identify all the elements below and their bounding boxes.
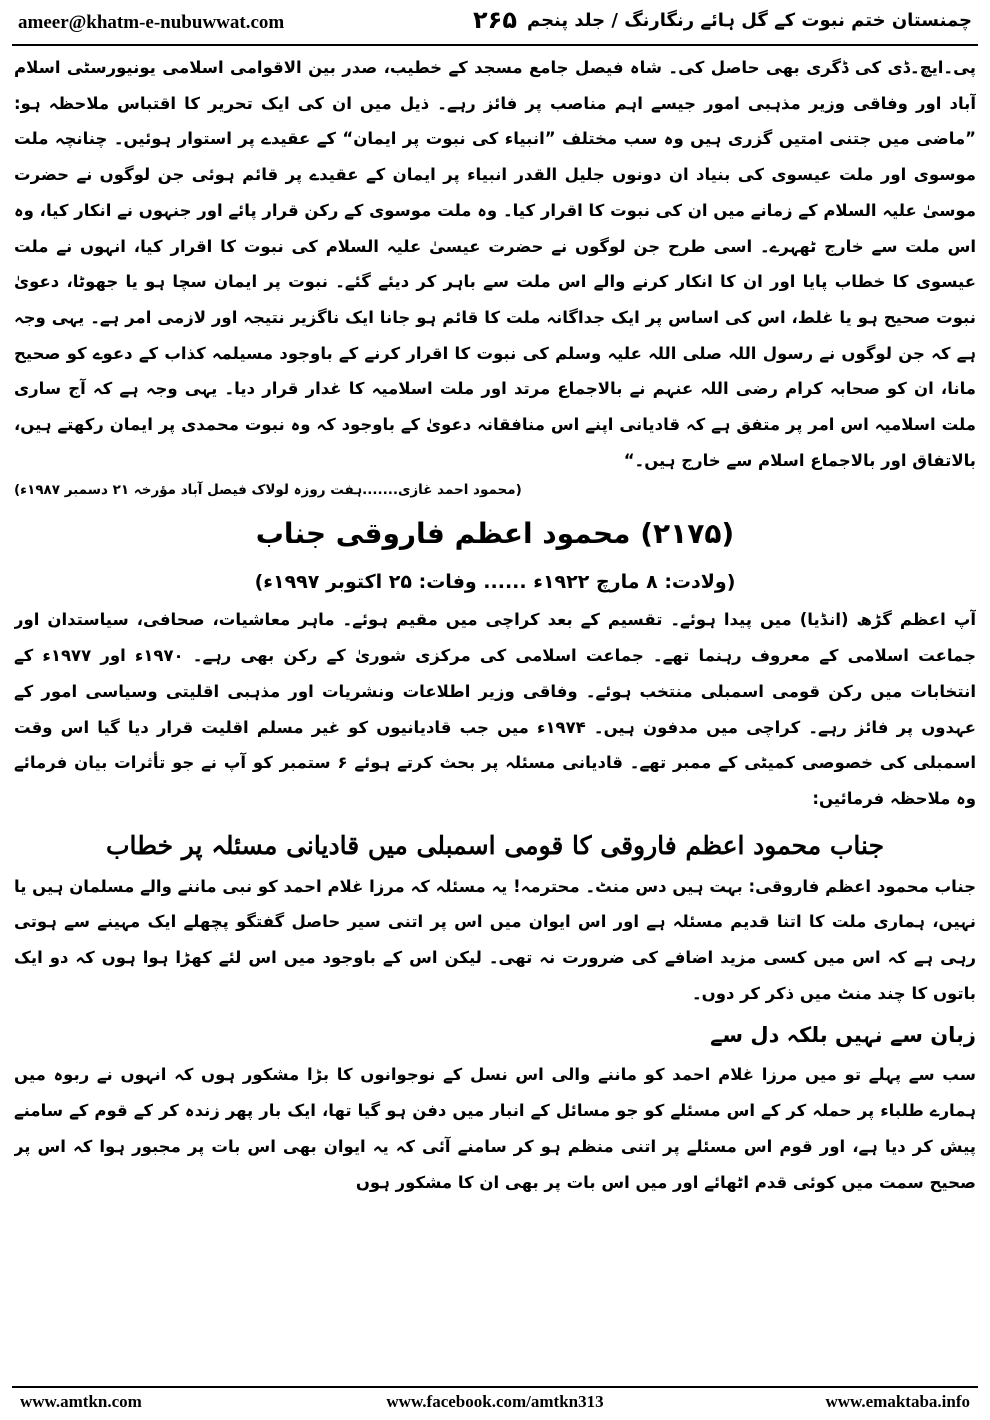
header-divider [12, 44, 978, 46]
header-email: ameer@khatm-e-nubuwwat.com [18, 12, 285, 33]
page-number: ۲۶۵ [473, 6, 517, 34]
footer-link-emaktaba[interactable]: www.emaktaba.info [825, 1392, 970, 1411]
paragraph-speech-continued: سب سے پہلے تو میں مرزا غلام احمد کو ماننے والی اس نسل کے نوجوانوں کا بڑا مشکور ہوں کہ انہوں نے ربوہ میں ہمارے طلباء پر حملہ کر کے اس مسئلے کو جو مسائل کے انبار میں دفن ہو گیا تھا، ایک بار پھر زندہ کر کے قوم کے سامنے پیش کر دیا ہے، اور قوم اس مسئلے پر اتنی منظم ہو کر سامنے آئی کہ یہ ایوان بھی اس بات پر مجبور ہوا کہ اس پر صحیح سمت میں کوئی قدم اٹھائے اور میں اس بات پر بھی ان کا مشکور ہوں [14, 1065, 976, 1192]
page-footer [12, 1390, 978, 1416]
birth-death-dates: (ولادت: ۸ مارچ ۱۹۲۲ء ...... وفات: ۲۵ اکتوبر ۱۹۹۷ء) [254, 571, 736, 594]
paragraph-speech-opening: جناب محمود اعظم فاروقی: بہت ہیں دس منٹ۔ محترمہ! یہ مسئلہ کہ مرزا غلام احمد کو نبی ماننے والے مسلمان ہیں یا نہیں، ہماری ملت کا اتنا قدیم مسئلہ ہے اور اس ایوان میں اس پر اتنی سیر حاصل گفتگو پچھلے ایک مہینے سے ہوتی رہی ہے کہ اس میں کسی مزید اضافے کی ضرورت نہ تھی۔ لیکن اس کے باوجود میں اس لئے کھڑا ہوا ہوں کہ دو ایک باتوں کا چند منٹ میں ذکر کر دوں۔ [14, 876, 976, 1003]
page-body [14, 50, 976, 1380]
paragraph-biography-previous: پی۔ایچ۔ڈی کی ڈگری بھی حاصل کی۔ شاہ فیصل جامع مسجد کے خطیب، صدر بین الاقوامی اسلامی یونیورسٹی اسلام آباد اور وفاقی وزیر مذہبی امور جیسے اہم مناصب پر فائز رہے۔ ذیل میں ان کی ایک تحریر کا اقتباس ملاحظہ ہو: ”ماضی میں جتنی امتیں گزری ہیں وہ سب مختلف ”انبیاء کی نبوت پر ایمان“ کے عقیدے پر استوار ہوئیں۔ چنانچہ ملت موسوی اور ملت عیسوی کی بنیاد ان دونوں جلیل القدر انبیاء پر ایمان کے عقیدے پر قائم ہوئی جن لوگوں نے حضرت موسیٰ علیہ السلام کے زمانے میں ان کی نبوت کا اقرار کیا۔ وہ ملت موسوی کے رکن قرار پائے اور جنہوں نے انکار کیا، وہ اس ملت سے خارج ٹھہرے۔ اسی طرح جن لوگوں نے حضرت عیسیٰ علیہ السلام کی نبوت کا اقرار کیا، انہوں نے ملت عیسوی کا خطاب پایا اور ان کا انکار کرنے والے اس ملت سے باہر کر دیئے گئے۔ نبوت پر ایمان سچا ہو یا جھوٹا، دعویٰ نبوت صحیح ہو یا غلط، اس کی اساس پر ایک جداگانہ ملت کا قائم ہو جانا ایک ناگزیر نتیجہ اور لازمی امر ہے۔ یہی وجہ ہے کہ جن لوگوں نے رسول اللہ صلی اللہ علیہ وسلم کی نبوت کا اقرار کرنے کے باوجود مسیلمہ کذاب کے دعوے کو صحیح مانا، ان کو صحابہ کرام رضی اللہ عنہم نے بالاجماع مرتد اور ملت اسلامیہ کا غدار قرار دیا۔ یہی وجہ ہے کہ آج ساری ملت اسلامیہ اس امر پر متفق ہے کہ قادیانی اپنے اس منافقانہ دعویٰ کے باوجود کہ وہ نبوت محمدی پر ایمان رکھتے ہیں، بالاتفاق اور بالاجماع اسلام سے خارج ہیں۔“ [14, 58, 976, 470]
citation: (محمود احمد غازی.......ہفت روزہ لولاک فیصل آباد مؤرخہ ۲۱ دسمبر ۱۹۸۷ء) [14, 482, 522, 499]
footer-divider [12, 1386, 978, 1388]
entry-title: (۲۱۷۵) محمود اعظم فاروقی جناب [255, 517, 735, 551]
footer-link-amtkn[interactable]: www.amtkn.com [20, 1392, 142, 1411]
paragraph-biography: آپ اعظم گڑھ (انڈیا) میں پیدا ہوئے۔ تقسیم کے بعد کراچی میں مقیم ہوئے۔ ماہر معاشیات، صحافی، سیاستدان اور جماعت اسلامی کے معروف رہنما تھے۔ جماعت اسلامی کی مرکزی شوریٰ کے رکن بھی رہے۔ ۱۹۷۰ء اور ۱۹۷۷ء کے انتخابات میں رکن قومی اسمبلی منتخب ہوئے۔ وفاقی وزیر اطلاعات ونشریات اور مذہبی اقلیتی وسیاسی امور کے عہدوں پر فائز رہے۔ کراچی میں مدفون ہیں۔ ۱۹۷۴ء میں جب قادیانیوں کو غیر مسلم اقلیت قرار دیا گیا اس وقت اسمبلی کی خصوصی کمیٹی کے ممبر تھے۔ قادیانی مسئلہ پر بحث کرتے ہوئے ۶ ستمبر کو آپ نے جو تأثرات بیان فرمائے وہ ملاحظہ فرمائیں: [14, 610, 976, 808]
speech-title: جناب محمود اعظم فاروقی کا قومی اسمبلی میں قادیانی مسئلہ پر خطاب [105, 830, 885, 860]
book-title: چمنستان ختم نبوت کے گل ہائے رنگارنگ / جلد پنجم [526, 10, 972, 31]
footer-link-facebook[interactable]: www.facebook.com/amtkn313 [386, 1392, 604, 1411]
page-header [12, 4, 978, 42]
sub-heading: زبان سے نہیں بلکہ دل سے [710, 1023, 976, 1048]
